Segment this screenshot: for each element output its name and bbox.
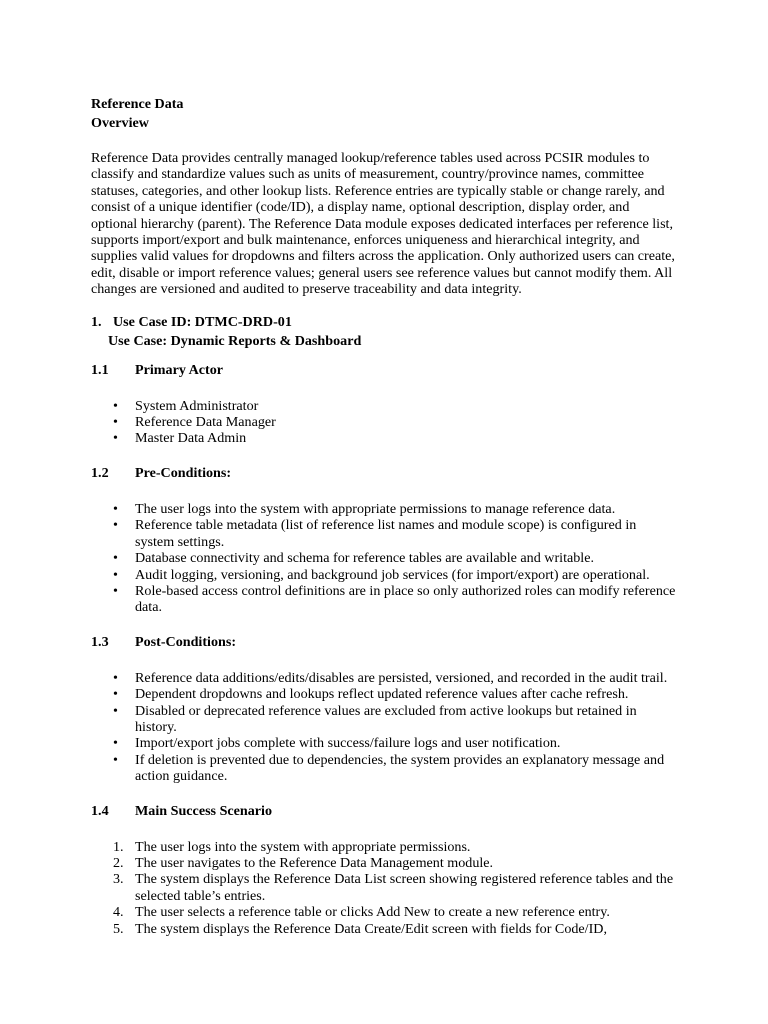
section-number: 1.3 xyxy=(91,633,109,650)
step-item xyxy=(91,871,676,904)
step-number: 3. xyxy=(113,871,124,888)
use-case-id: Use Case ID: DTMC-DRD-01 xyxy=(113,313,292,330)
step-text: The user navigates to the Reference Data Management module. xyxy=(135,854,494,871)
bullet-icon: • xyxy=(113,397,118,414)
section-title: Main Success Scenario xyxy=(135,802,273,819)
list-item-text: Role-based access control definitions are in place so only authorized roles can modify reference data. xyxy=(135,582,676,616)
section-title: Post-Conditions: xyxy=(135,633,237,650)
list-item-text: Disabled or deprecated reference values are excluded from active lookups but retained in history. xyxy=(135,702,637,735)
list-item xyxy=(91,703,676,736)
list-item xyxy=(91,752,676,785)
step-item xyxy=(91,855,676,871)
list-item-text: Dependent dropdowns and lookups reflect updated reference values after cache refresh. xyxy=(135,686,629,703)
list-item-text: System Administrator xyxy=(135,397,259,414)
section-number: 1.1 xyxy=(91,361,109,378)
list-item-text: Audit logging, versioning, and background job services (for import/export) are operational. xyxy=(135,566,650,583)
title-block xyxy=(91,95,676,133)
section-primary-actor xyxy=(91,361,676,447)
bullet-icon: • xyxy=(113,414,118,431)
list-item xyxy=(91,517,676,550)
list-item-text: Database connectivity and schema for reference tables are available and writable. xyxy=(135,550,594,567)
section-title: Primary Actor xyxy=(135,361,224,378)
overview-paragraph: Reference Data provides centrally managed lookup/reference tables used across PCSIR modules to classify and standardize values such as units of measurement, country/province names, committee statuses, categories, and other lookup lists. Reference entries are typically stable or change rarely, and consist of a unique identifier (code/ID), a display name, optional description, display order, and optional hierarchy (parent). The Reference Data module exposes dedicated interfaces per reference list, supports import/export and bulk maintenance, enforces uniqueness and hierarchical integrity, and supplies valid values for dropdowns and filters across the application. Only authorized users can create, edit, disable or import reference values; general users see reference values but cannot modify them. All changes are versioned and audited to preserve traceability and data integrity. xyxy=(91,150,675,298)
section-number: 1.4 xyxy=(91,802,109,819)
step-item xyxy=(91,839,676,855)
step-number: 1. xyxy=(113,838,124,855)
bullet-icon: • xyxy=(113,550,118,567)
list-item xyxy=(91,670,676,686)
main-scenario-steps xyxy=(91,839,676,937)
section-pre-conditions xyxy=(91,464,676,616)
document-subtitle: Overview xyxy=(91,115,149,131)
bullet-icon: • xyxy=(113,686,118,703)
document-content xyxy=(91,95,676,937)
use-case-heading xyxy=(91,313,676,351)
step-number: 4. xyxy=(113,904,124,921)
bullet-icon: • xyxy=(113,702,118,719)
list-item-text: Master Data Admin xyxy=(135,430,247,447)
bullet-icon: • xyxy=(113,669,118,686)
bullet-icon: • xyxy=(113,582,118,599)
section-main-success-scenario xyxy=(91,802,676,937)
step-number: 2. xyxy=(113,854,124,871)
step-number: 5. xyxy=(113,920,124,937)
document-title: Reference Data xyxy=(91,96,184,112)
bullet-icon: • xyxy=(113,735,118,752)
section-title: Pre-Conditions: xyxy=(135,464,232,481)
step-text: The system displays the Reference Data Create/Edit screen with fields for Code/ID, xyxy=(135,920,607,937)
list-item-text: Reference Data Manager xyxy=(135,414,276,431)
list-item xyxy=(91,398,676,414)
use-case-id-line xyxy=(91,313,676,332)
list-item xyxy=(91,686,676,702)
bullet-icon: • xyxy=(113,751,118,768)
pre-conditions-list xyxy=(91,501,676,616)
use-case-name: Use Case: Dynamic Reports & Dashboard xyxy=(108,332,362,349)
section-heading xyxy=(91,802,676,821)
list-item xyxy=(91,550,676,566)
section-heading xyxy=(91,633,676,652)
step-text: The system displays the Reference Data List screen showing registered reference tables and the selected table’s entries. xyxy=(135,871,674,904)
list-item-text: The user logs into the system with appropriate permissions to manage reference data. xyxy=(135,500,616,517)
list-item xyxy=(91,583,676,616)
bullet-icon: • xyxy=(113,500,118,517)
section-heading xyxy=(91,361,676,380)
step-item xyxy=(91,904,676,920)
list-item-text: Reference table metadata (list of reference list names and module scope) is configured in system settings. xyxy=(135,517,637,550)
list-item-text: Reference data additions/edits/disables are persisted, versioned, and recorded in the audit trail. xyxy=(135,669,668,686)
list-item-text: Import/export jobs complete with success/failure logs and user notification. xyxy=(135,735,561,752)
bullet-icon: • xyxy=(113,517,118,534)
post-conditions-list xyxy=(91,670,676,785)
section-heading xyxy=(91,464,676,483)
step-item xyxy=(91,921,676,937)
list-item xyxy=(91,567,676,583)
list-item xyxy=(91,430,676,446)
list-item-text: If deletion is prevented due to dependencies, the system provides an explanatory message and action guidance. xyxy=(135,751,665,785)
primary-actor-list xyxy=(91,398,676,447)
list-item xyxy=(91,735,676,751)
step-text: The user selects a reference table or clicks Add New to create a new reference entry. xyxy=(135,904,610,921)
step-text: The user logs into the system with appropriate permissions. xyxy=(135,838,471,855)
list-item xyxy=(91,414,676,430)
bullet-icon: • xyxy=(113,430,118,447)
section-post-conditions xyxy=(91,633,676,785)
use-case-number: 1. xyxy=(91,313,102,330)
list-item xyxy=(91,501,676,517)
section-number: 1.2 xyxy=(91,464,109,481)
bullet-icon: • xyxy=(113,566,118,583)
